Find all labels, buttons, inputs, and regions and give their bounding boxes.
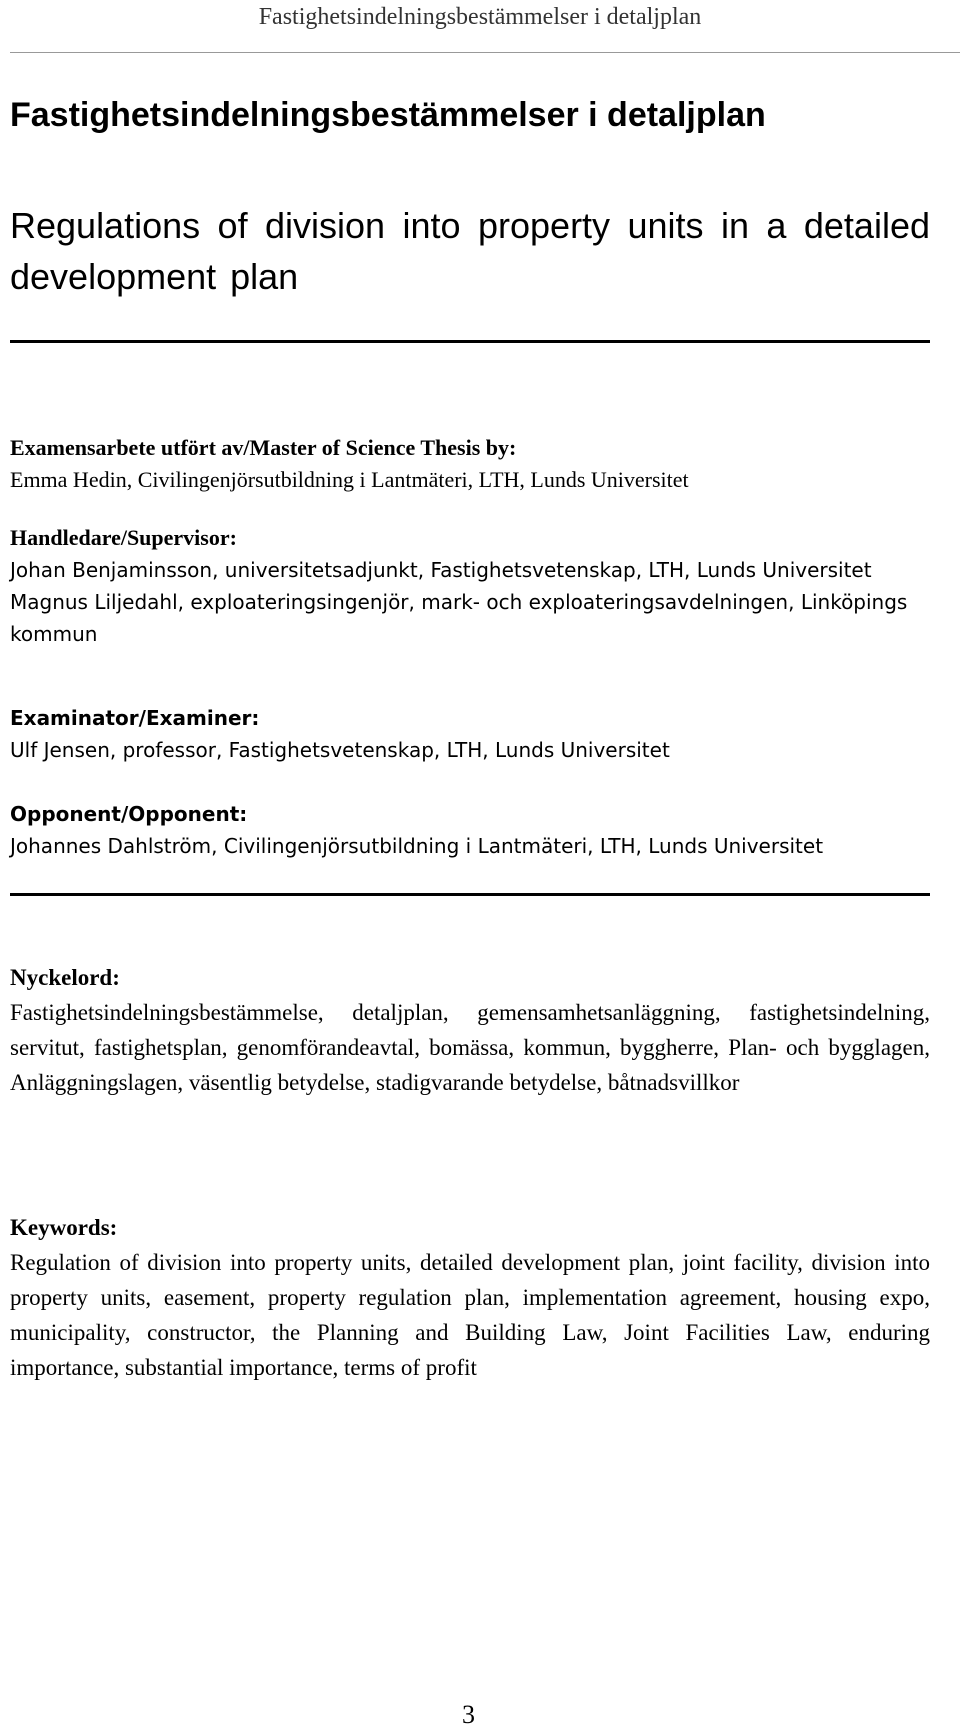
header-divider bbox=[10, 52, 960, 53]
keywords-swedish-text: Fastighetsindelningsbestämmelse, detaljplan, gemensamhetsanläggning, fastighetsindelning, servitut, fastighetsplan, genomförandeavtal, bomässa, kommun, byggherre, Plan- och bygglagen, Anläggningslagen, väsentlig betydelse, stadigvarande betydelse, båtnadsvillkor bbox=[10, 1000, 930, 1095]
credits-divider bbox=[10, 893, 930, 896]
supervisor-1: Johan Benjaminsson, universitetsadjunkt, Fastighetsvetenskap, LTH, Lunds Universitet bbox=[10, 558, 872, 582]
title-english: Regulations of division into property units in a detailed development plan bbox=[10, 205, 930, 297]
examiner-label: Examinator/Examiner: bbox=[10, 706, 260, 730]
thesis-author-block bbox=[10, 432, 920, 496]
title-divider bbox=[10, 340, 930, 343]
opponent-name: Johannes Dahlström, Civilingenjörsutbildning i Lantmäteri, LTH, Lunds Universitet bbox=[10, 834, 824, 858]
supervisor-2: Magnus Liljedahl, exploateringsingenjör, mark- och exploateringsavdelningen, Linköpings kommun bbox=[10, 590, 908, 646]
opponent-block bbox=[10, 798, 920, 862]
supervisor-block bbox=[10, 522, 920, 650]
keywords-swedish-label: Nyckelord: bbox=[10, 965, 120, 990]
opponent-label: Opponent/Opponent: bbox=[10, 802, 248, 826]
keywords-english-block bbox=[10, 1210, 930, 1385]
thesis-author: Emma Hedin, Civilingenjörsutbildning i Lantmäteri, LTH, Lunds Universitet bbox=[10, 467, 689, 492]
title-swedish: Fastighetsindelningsbestämmelser i detaljplan bbox=[10, 96, 766, 134]
keywords-english-text: Regulation of division into property units, detailed development plan, joint facility, division into property units, easement, property regulation plan, implementation agreement, housing expo, municipality, constructor, the Planning and Building Law, Joint Facilities Law, enduring importance, substantial importance, terms of profit bbox=[10, 1250, 930, 1380]
keywords-swedish-block bbox=[10, 960, 930, 1100]
running-header: Fastighetsindelningsbestämmelser i detaljplan bbox=[258, 4, 702, 30]
examiner-name: Ulf Jensen, professor, Fastighetsvetenskap, LTH, Lunds Universitet bbox=[10, 738, 670, 762]
supervisor-label: Handledare/Supervisor: bbox=[10, 525, 237, 550]
keywords-english-label: Keywords: bbox=[10, 1215, 118, 1240]
examiner-block bbox=[10, 702, 920, 766]
page-number: 3 bbox=[462, 1700, 475, 1729]
thesis-label: Examensarbete utfört av/Master of Science Thesis by: bbox=[10, 435, 517, 460]
